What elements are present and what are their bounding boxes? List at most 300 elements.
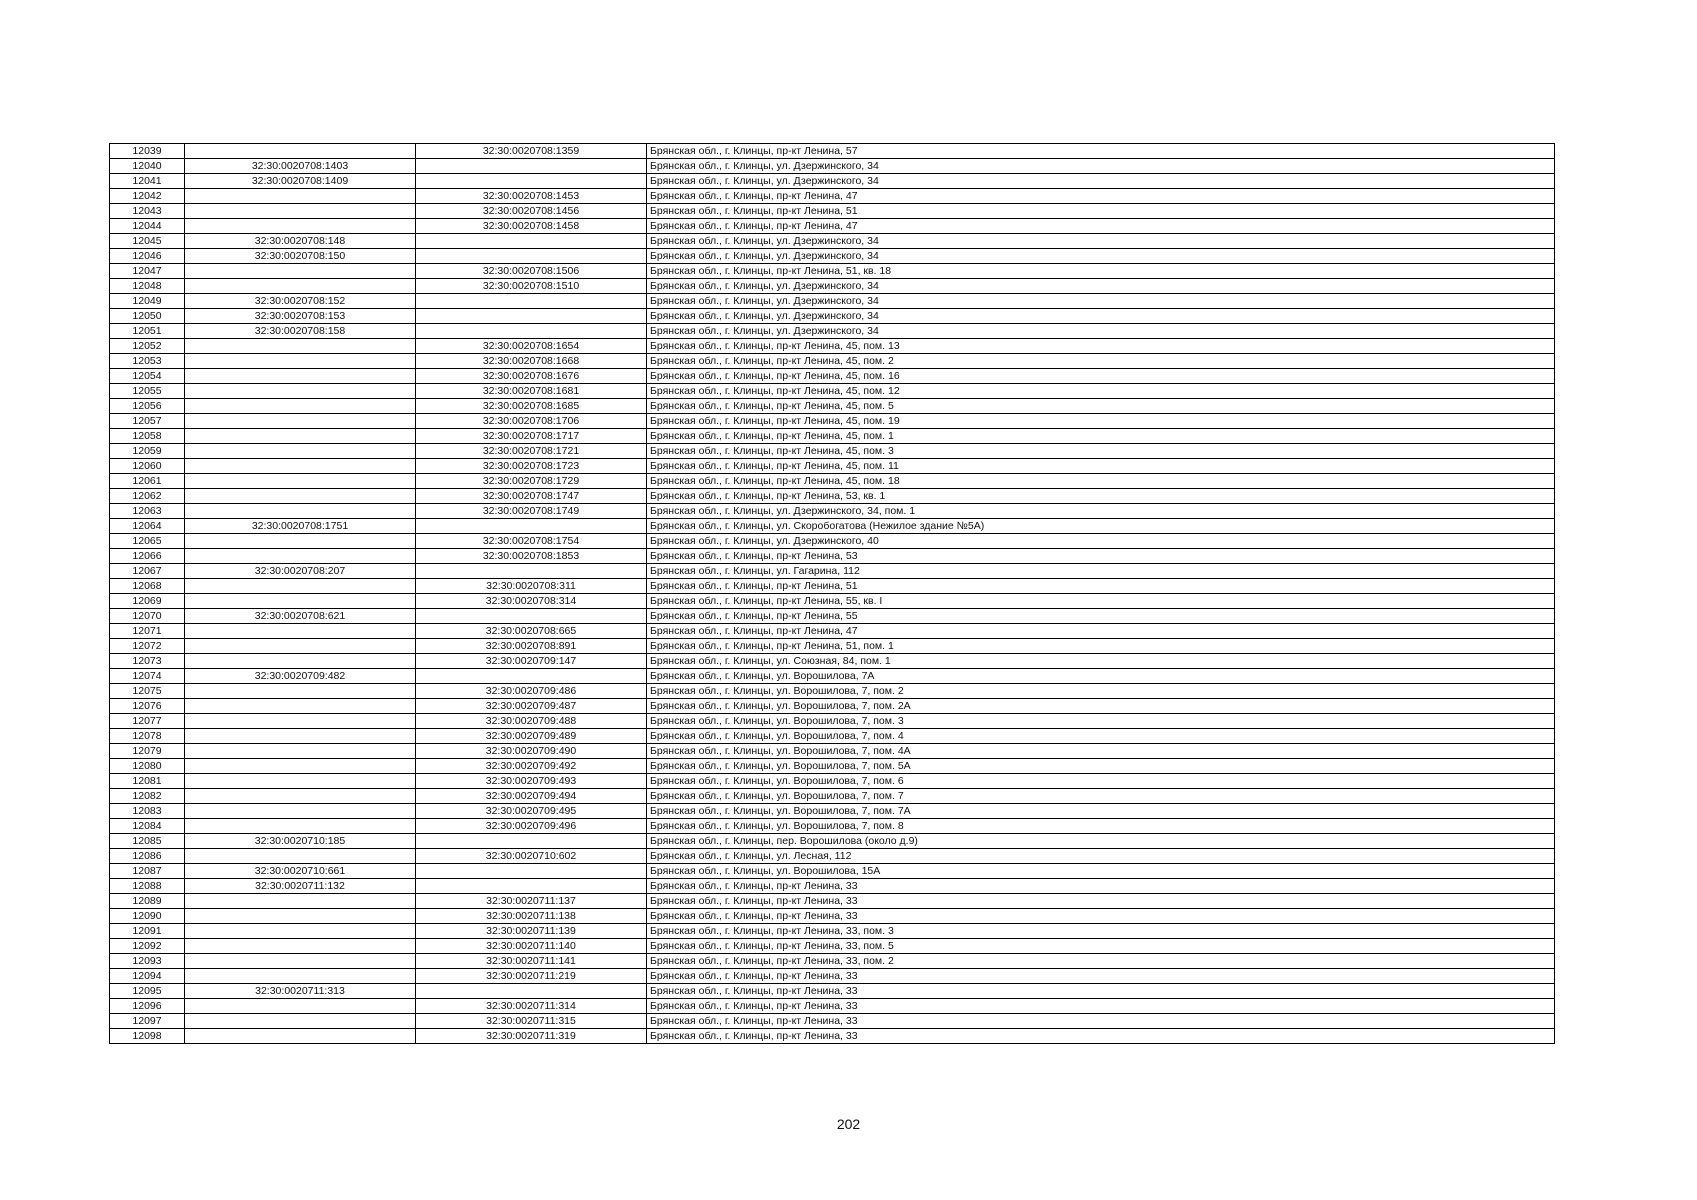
- table-row: [110, 804, 1555, 819]
- inclusive-cadastral-number-cell: 32:30:0020708:1681: [416, 384, 647, 399]
- table-row: [110, 759, 1555, 774]
- cadastral-number-cell: [185, 429, 416, 444]
- row-number-cell: 12071: [110, 624, 185, 639]
- cadastral-number-cell: 32:30:0020710:661: [185, 864, 416, 879]
- address-cell: Брянская обл., г. Клинцы, пр-кт Ленина, 33: [647, 894, 1555, 909]
- row-number-cell: 12080: [110, 759, 185, 774]
- inclusive-cadastral-number-cell: 32:30:0020708:1510: [416, 279, 647, 294]
- inclusive-cadastral-number-cell: 32:30:0020708:891: [416, 639, 647, 654]
- inclusive-cadastral-number-cell: 32:30:0020711:315: [416, 1014, 647, 1029]
- inclusive-cadastral-number-cell: 32:30:0020711:138: [416, 909, 647, 924]
- row-number-cell: 12058: [110, 429, 185, 444]
- cadastral-number-cell: [185, 579, 416, 594]
- row-number-cell: 12081: [110, 774, 185, 789]
- cadastral-number-cell: [185, 954, 416, 969]
- table-row: [110, 789, 1555, 804]
- inclusive-cadastral-number-cell: 32:30:0020708:314: [416, 594, 647, 609]
- cadastral-number-cell: [185, 804, 416, 819]
- row-number-cell: 12088: [110, 879, 185, 894]
- row-number-cell: 12061: [110, 474, 185, 489]
- row-number-cell: 12050: [110, 309, 185, 324]
- cadastral-number-cell: [185, 894, 416, 909]
- cadastral-number-cell: [185, 219, 416, 234]
- table-row: [110, 309, 1555, 324]
- cadastral-number-cell: [185, 999, 416, 1014]
- table-row: [110, 549, 1555, 564]
- address-cell: Брянская обл., г. Клинцы, ул. Дзержинского, 40: [647, 534, 1555, 549]
- inclusive-cadastral-number-cell: 32:30:0020708:1453: [416, 189, 647, 204]
- table-row: [110, 684, 1555, 699]
- address-cell: Брянская обл., г. Клинцы, пр-кт Ленина, 55, кв. I: [647, 594, 1555, 609]
- cadastral-number-cell: 32:30:0020708:207: [185, 564, 416, 579]
- table-row: [110, 339, 1555, 354]
- address-cell: Брянская обл., г. Клинцы, пр-кт Ленина, 57: [647, 144, 1555, 159]
- table-row: [110, 159, 1555, 174]
- row-number-cell: 12077: [110, 714, 185, 729]
- address-cell: Брянская обл., г. Клинцы, пр-кт Ленина, 33, пом. 5: [647, 939, 1555, 954]
- inclusive-cadastral-number-cell: 32:30:0020708:1359: [416, 144, 647, 159]
- address-cell: Брянская обл., г. Клинцы, пр-кт Ленина, 51: [647, 204, 1555, 219]
- cadastral-number-cell: [185, 684, 416, 699]
- address-cell: Брянская обл., г. Клинцы, пр-кт Ленина, 45, пом. 2: [647, 354, 1555, 369]
- address-cell: Брянская обл., г. Клинцы, ул. Дзержинского, 34: [647, 159, 1555, 174]
- cadastral-number-cell: [185, 489, 416, 504]
- cadastral-number-cell: [185, 549, 416, 564]
- table-row: [110, 729, 1555, 744]
- cadastral-number-cell: 32:30:0020708:1751: [185, 519, 416, 534]
- inclusive-cadastral-number-cell: 32:30:0020708:1506: [416, 264, 647, 279]
- address-cell: Брянская обл., г. Клинцы, ул. Ворошилова, 7, пом. 6: [647, 774, 1555, 789]
- cadastral-number-cell: [185, 279, 416, 294]
- inclusive-cadastral-number-cell: 32:30:0020711:139: [416, 924, 647, 939]
- row-number-cell: 12094: [110, 969, 185, 984]
- row-number-cell: 12098: [110, 1029, 185, 1044]
- inclusive-cadastral-number-cell: 32:30:0020709:486: [416, 684, 647, 699]
- cadastral-number-cell: [185, 924, 416, 939]
- inclusive-cadastral-number-cell: 32:30:0020708:1717: [416, 429, 647, 444]
- table-row: [110, 894, 1555, 909]
- address-cell: Брянская обл., г. Клинцы, ул. Союзная, 84, пом. 1: [647, 654, 1555, 669]
- address-cell: Брянская обл., г. Клинцы, ул. Гагарина, 112: [647, 564, 1555, 579]
- address-cell: Брянская обл., г. Клинцы, пр-кт Ленина, 55: [647, 609, 1555, 624]
- table-row: [110, 984, 1555, 999]
- row-number-cell: 12053: [110, 354, 185, 369]
- row-number-cell: 12091: [110, 924, 185, 939]
- cadastral-number-cell: [185, 624, 416, 639]
- inclusive-cadastral-number-cell: 32:30:0020708:1749: [416, 504, 647, 519]
- row-number-cell: 12046: [110, 249, 185, 264]
- address-cell: Брянская обл., г. Клинцы, ул. Ворошилова, 7, пом. 8: [647, 819, 1555, 834]
- inclusive-cadastral-number-cell: [416, 174, 647, 189]
- table-row: [110, 384, 1555, 399]
- table-row: [110, 744, 1555, 759]
- row-number-cell: 12040: [110, 159, 185, 174]
- address-cell: Брянская обл., г. Клинцы, ул. Дзержинского, 34: [647, 174, 1555, 189]
- table-row: [110, 819, 1555, 834]
- inclusive-cadastral-number-cell: 32:30:0020708:1729: [416, 474, 647, 489]
- inclusive-cadastral-number-cell: 32:30:0020709:490: [416, 744, 647, 759]
- cadastral-number-cell: [185, 459, 416, 474]
- row-number-cell: 12051: [110, 324, 185, 339]
- table-row: [110, 654, 1555, 669]
- address-cell: Брянская обл., г. Клинцы, ул. Дзержинского, 34: [647, 294, 1555, 309]
- inclusive-cadastral-number-cell: 32:30:0020711:140: [416, 939, 647, 954]
- inclusive-cadastral-number-cell: 32:30:0020709:489: [416, 729, 647, 744]
- row-number-cell: 12041: [110, 174, 185, 189]
- cadastral-number-cell: [185, 534, 416, 549]
- row-number-cell: 12074: [110, 669, 185, 684]
- row-number-cell: 12054: [110, 369, 185, 384]
- table-row: [110, 474, 1555, 489]
- inclusive-cadastral-number-cell: [416, 864, 647, 879]
- address-cell: Брянская обл., г. Клинцы, пр-кт Ленина, 45, пом. 19: [647, 414, 1555, 429]
- cadastral-number-cell: 32:30:0020711:132: [185, 879, 416, 894]
- inclusive-cadastral-number-cell: 32:30:0020709:496: [416, 819, 647, 834]
- inclusive-cadastral-number-cell: 32:30:0020709:494: [416, 789, 647, 804]
- table-row: [110, 189, 1555, 204]
- inclusive-cadastral-number-cell: [416, 249, 647, 264]
- table-row: [110, 444, 1555, 459]
- inclusive-cadastral-number-cell: 32:30:0020708:1723: [416, 459, 647, 474]
- cadastral-number-cell: 32:30:0020708:150: [185, 249, 416, 264]
- row-number-cell: 12059: [110, 444, 185, 459]
- address-cell: Брянская обл., г. Клинцы, ул. Дзержинского, 34: [647, 234, 1555, 249]
- inclusive-cadastral-number-cell: [416, 324, 647, 339]
- row-number-cell: 12057: [110, 414, 185, 429]
- address-cell: Брянская обл., г. Клинцы, пр-кт Ленина, 45, пом. 5: [647, 399, 1555, 414]
- table-row: [110, 249, 1555, 264]
- row-number-cell: 12044: [110, 219, 185, 234]
- table-row: [110, 399, 1555, 414]
- inclusive-cadastral-number-cell: 32:30:0020708:1706: [416, 414, 647, 429]
- inclusive-cadastral-number-cell: [416, 834, 647, 849]
- table-row: [110, 879, 1555, 894]
- table-row: [110, 414, 1555, 429]
- inclusive-cadastral-number-cell: 32:30:0020711:314: [416, 999, 647, 1014]
- address-cell: Брянская обл., г. Клинцы, ул. Дзержинского, 34, пом. 1: [647, 504, 1555, 519]
- cadastral-number-cell: [185, 204, 416, 219]
- address-cell: Брянская обл., г. Клинцы, пр-кт Ленина, 45, пом. 18: [647, 474, 1555, 489]
- inclusive-cadastral-number-cell: 32:30:0020708:1458: [416, 219, 647, 234]
- row-number-cell: 12064: [110, 519, 185, 534]
- cadastral-number-cell: [185, 789, 416, 804]
- address-cell: Брянская обл., г. Клинцы, пр-кт Ленина, 51, пом. 1: [647, 639, 1555, 654]
- table-row: [110, 924, 1555, 939]
- row-number-cell: 12068: [110, 579, 185, 594]
- inclusive-cadastral-number-cell: 32:30:0020711:141: [416, 954, 647, 969]
- address-cell: Брянская обл., г. Клинцы, пр-кт Ленина, 47: [647, 189, 1555, 204]
- table-row: [110, 324, 1555, 339]
- address-cell: Брянская обл., г. Клинцы, пр-кт Ленина, 33: [647, 909, 1555, 924]
- table-row: [110, 969, 1555, 984]
- cadastral-number-cell: [185, 354, 416, 369]
- row-number-cell: 12089: [110, 894, 185, 909]
- row-number-cell: 12076: [110, 699, 185, 714]
- table-row: [110, 1029, 1555, 1044]
- address-cell: Брянская обл., г. Клинцы, пр-кт Ленина, 33: [647, 969, 1555, 984]
- row-number-cell: 12079: [110, 744, 185, 759]
- row-number-cell: 12049: [110, 294, 185, 309]
- row-number-cell: 12052: [110, 339, 185, 354]
- row-number-cell: 12056: [110, 399, 185, 414]
- row-number-cell: 12086: [110, 849, 185, 864]
- table-row: [110, 564, 1555, 579]
- inclusive-cadastral-number-cell: 32:30:0020708:1754: [416, 534, 647, 549]
- table-row: [110, 609, 1555, 624]
- address-cell: Брянская обл., г. Клинцы, ул. Скоробогатова (Нежилое здание №5А): [647, 519, 1555, 534]
- inclusive-cadastral-number-cell: 32:30:0020711:137: [416, 894, 647, 909]
- row-number-cell: 12072: [110, 639, 185, 654]
- row-number-cell: 12095: [110, 984, 185, 999]
- cadastral-number-cell: [185, 384, 416, 399]
- table-row: [110, 369, 1555, 384]
- inclusive-cadastral-number-cell: 32:30:0020711:319: [416, 1029, 647, 1044]
- row-number-cell: 12039: [110, 144, 185, 159]
- address-cell: Брянская обл., г. Клинцы, пр-кт Ленина, 33: [647, 999, 1555, 1014]
- table-row: [110, 204, 1555, 219]
- table-row: [110, 354, 1555, 369]
- inclusive-cadastral-number-cell: 32:30:0020708:1456: [416, 204, 647, 219]
- address-cell: Брянская обл., г. Клинцы, ул. Ворошилова, 7А: [647, 669, 1555, 684]
- cadastral-number-cell: 32:30:0020708:1409: [185, 174, 416, 189]
- address-cell: Брянская обл., г. Клинцы, пр-кт Ленина, 33: [647, 1014, 1555, 1029]
- inclusive-cadastral-number-cell: 32:30:0020711:219: [416, 969, 647, 984]
- cadastral-number-cell: [185, 909, 416, 924]
- inclusive-cadastral-number-cell: [416, 609, 647, 624]
- table-row: [110, 174, 1555, 189]
- cadastral-number-cell: 32:30:0020711:313: [185, 984, 416, 999]
- address-cell: Брянская обл., г. Клинцы, пр-кт Ленина, 33: [647, 984, 1555, 999]
- cadastral-number-cell: [185, 339, 416, 354]
- inclusive-cadastral-number-cell: 32:30:0020708:1721: [416, 444, 647, 459]
- row-number-cell: 12092: [110, 939, 185, 954]
- table-row: [110, 519, 1555, 534]
- row-number-cell: 12048: [110, 279, 185, 294]
- address-cell: Брянская обл., г. Клинцы, пр-кт Ленина, 33: [647, 879, 1555, 894]
- row-number-cell: 12042: [110, 189, 185, 204]
- address-cell: Брянская обл., г. Клинцы, ул. Ворошилова, 7, пом. 3: [647, 714, 1555, 729]
- address-cell: Брянская обл., г. Клинцы, ул. Ворошилова, 7, пом. 2А: [647, 699, 1555, 714]
- inclusive-cadastral-number-cell: [416, 159, 647, 174]
- cadastral-number-cell: [185, 759, 416, 774]
- row-number-cell: 12090: [110, 909, 185, 924]
- inclusive-cadastral-number-cell: 32:30:0020709:488: [416, 714, 647, 729]
- row-number-cell: 12083: [110, 804, 185, 819]
- table-row: [110, 849, 1555, 864]
- cadastral-number-cell: [185, 369, 416, 384]
- table-row: [110, 669, 1555, 684]
- cadastral-number-cell: [185, 594, 416, 609]
- row-number-cell: 12084: [110, 819, 185, 834]
- table-row: [110, 459, 1555, 474]
- table-row: [110, 279, 1555, 294]
- cadastral-number-cell: [185, 444, 416, 459]
- address-cell: Брянская обл., г. Клинцы, пр-кт Ленина, 33, пом. 3: [647, 924, 1555, 939]
- row-number-cell: 12075: [110, 684, 185, 699]
- address-cell: Брянская обл., г. Клинцы, пр-кт Ленина, 45, пом. 11: [647, 459, 1555, 474]
- cadastral-number-cell: [185, 1014, 416, 1029]
- address-cell: Брянская обл., г. Клинцы, пр-кт Ленина, 47: [647, 219, 1555, 234]
- inclusive-cadastral-number-cell: [416, 984, 647, 999]
- cadastral-number-cell: 32:30:0020708:153: [185, 309, 416, 324]
- table-row: [110, 714, 1555, 729]
- cadastral-number-cell: 32:30:0020708:148: [185, 234, 416, 249]
- cadastral-number-cell: [185, 699, 416, 714]
- table-row: [110, 234, 1555, 249]
- table-row: [110, 639, 1555, 654]
- table-row: [110, 909, 1555, 924]
- row-number-cell: 12078: [110, 729, 185, 744]
- table-row: [110, 1014, 1555, 1029]
- inclusive-cadastral-number-cell: [416, 294, 647, 309]
- address-cell: Брянская обл., г. Клинцы, пр-кт Ленина, 33, пом. 2: [647, 954, 1555, 969]
- table-row: [110, 999, 1555, 1014]
- page-number: 202: [836, 1116, 861, 1132]
- inclusive-cadastral-number-cell: 32:30:0020708:311: [416, 579, 647, 594]
- address-cell: Брянская обл., г. Клинцы, пр-кт Ленина, 51, кв. 18: [647, 264, 1555, 279]
- inclusive-cadastral-number-cell: [416, 879, 647, 894]
- table-row: [110, 939, 1555, 954]
- address-cell: Брянская обл., г. Клинцы, пр-кт Ленина, 45, пом. 16: [647, 369, 1555, 384]
- table-row: [110, 699, 1555, 714]
- table-row: [110, 594, 1555, 609]
- cadastral-number-cell: [185, 774, 416, 789]
- registry-table: [109, 143, 1555, 1044]
- cadastral-number-cell: 32:30:0020708:1403: [185, 159, 416, 174]
- cadastral-number-cell: [185, 264, 416, 279]
- address-cell: Брянская обл., г. Клинцы, пр-кт Ленина, 33: [647, 1029, 1555, 1044]
- cadastral-number-cell: [185, 1029, 416, 1044]
- row-number-cell: 12047: [110, 264, 185, 279]
- address-cell: Брянская обл., г. Клинцы, ул. Ворошилова, 7, пом. 5А: [647, 759, 1555, 774]
- row-number-cell: 12055: [110, 384, 185, 399]
- table-row: [110, 219, 1555, 234]
- table-row: [110, 774, 1555, 789]
- inclusive-cadastral-number-cell: 32:30:0020709:487: [416, 699, 647, 714]
- address-cell: Брянская обл., г. Клинцы, ул. Ворошилова, 15А: [647, 864, 1555, 879]
- address-cell: Брянская обл., г. Клинцы, ул. Ворошилова, 7, пом. 7А: [647, 804, 1555, 819]
- cadastral-number-cell: [185, 849, 416, 864]
- inclusive-cadastral-number-cell: [416, 234, 647, 249]
- cadastral-number-cell: [185, 969, 416, 984]
- inclusive-cadastral-number-cell: 32:30:0020710:602: [416, 849, 647, 864]
- address-cell: Брянская обл., г. Клинцы, ул. Лесная, 112: [647, 849, 1555, 864]
- cadastral-number-cell: [185, 939, 416, 954]
- registry-table-body: [110, 144, 1555, 1044]
- row-number-cell: 12045: [110, 234, 185, 249]
- row-number-cell: 12062: [110, 489, 185, 504]
- inclusive-cadastral-number-cell: 32:30:0020708:1676: [416, 369, 647, 384]
- inclusive-cadastral-number-cell: 32:30:0020709:492: [416, 759, 647, 774]
- address-cell: Брянская обл., г. Клинцы, ул. Дзержинского, 34: [647, 309, 1555, 324]
- row-number-cell: 12063: [110, 504, 185, 519]
- row-number-cell: 12096: [110, 999, 185, 1014]
- address-cell: Брянская обл., г. Клинцы, пр-кт Ленина, 51: [647, 579, 1555, 594]
- cadastral-number-cell: [185, 714, 416, 729]
- cadastral-number-cell: [185, 729, 416, 744]
- table-row: [110, 144, 1555, 159]
- address-cell: Брянская обл., г. Клинцы, пр-кт Ленина, 53: [647, 549, 1555, 564]
- cadastral-number-cell: [185, 474, 416, 489]
- row-number-cell: 12087: [110, 864, 185, 879]
- inclusive-cadastral-number-cell: 32:30:0020709:495: [416, 804, 647, 819]
- address-cell: Брянская обл., г. Клинцы, пр-кт Ленина, 45, пом. 1: [647, 429, 1555, 444]
- address-cell: Брянская обл., г. Клинцы, пер. Ворошилова (около д.9): [647, 834, 1555, 849]
- cadastral-number-cell: 32:30:0020708:158: [185, 324, 416, 339]
- cadastral-number-cell: [185, 399, 416, 414]
- cadastral-number-cell: [185, 189, 416, 204]
- inclusive-cadastral-number-cell: 32:30:0020709:147: [416, 654, 647, 669]
- row-number-cell: 12085: [110, 834, 185, 849]
- cadastral-number-cell: 32:30:0020708:621: [185, 609, 416, 624]
- table-row: [110, 624, 1555, 639]
- inclusive-cadastral-number-cell: [416, 564, 647, 579]
- cadastral-number-cell: [185, 504, 416, 519]
- cadastral-number-cell: [185, 414, 416, 429]
- cadastral-number-cell: 32:30:0020710:185: [185, 834, 416, 849]
- inclusive-cadastral-number-cell: 32:30:0020708:1853: [416, 549, 647, 564]
- table-row: [110, 264, 1555, 279]
- row-number-cell: 12069: [110, 594, 185, 609]
- inclusive-cadastral-number-cell: [416, 309, 647, 324]
- inclusive-cadastral-number-cell: 32:30:0020709:493: [416, 774, 647, 789]
- inclusive-cadastral-number-cell: 32:30:0020708:1654: [416, 339, 647, 354]
- table-row: [110, 504, 1555, 519]
- row-number-cell: 12073: [110, 654, 185, 669]
- address-cell: Брянская обл., г. Клинцы, пр-кт Ленина, 45, пом. 13: [647, 339, 1555, 354]
- address-cell: Брянская обл., г. Клинцы, ул. Ворошилова, 7, пом. 2: [647, 684, 1555, 699]
- address-cell: Брянская обл., г. Клинцы, ул. Ворошилова, 7, пом. 7: [647, 789, 1555, 804]
- address-cell: Брянская обл., г. Клинцы, пр-кт Ленина, 53, кв. 1: [647, 489, 1555, 504]
- inclusive-cadastral-number-cell: [416, 669, 647, 684]
- row-number-cell: 12082: [110, 789, 185, 804]
- inclusive-cadastral-number-cell: 32:30:0020708:1747: [416, 489, 647, 504]
- cadastral-number-cell: [185, 819, 416, 834]
- address-cell: Брянская обл., г. Клинцы, ул. Дзержинского, 34: [647, 324, 1555, 339]
- address-cell: Брянская обл., г. Клинцы, ул. Дзержинского, 34: [647, 279, 1555, 294]
- inclusive-cadastral-number-cell: 32:30:0020708:1685: [416, 399, 647, 414]
- row-number-cell: 12060: [110, 459, 185, 474]
- cadastral-number-cell: 32:30:0020708:152: [185, 294, 416, 309]
- table-row: [110, 579, 1555, 594]
- address-cell: Брянская обл., г. Клинцы, ул. Ворошилова, 7, пом. 4А: [647, 744, 1555, 759]
- row-number-cell: 12065: [110, 534, 185, 549]
- address-cell: Брянская обл., г. Клинцы, пр-кт Ленина, 45, пом. 3: [647, 444, 1555, 459]
- cadastral-number-cell: [185, 144, 416, 159]
- table-row: [110, 534, 1555, 549]
- row-number-cell: 12093: [110, 954, 185, 969]
- table-row: [110, 294, 1555, 309]
- address-cell: Брянская обл., г. Клинцы, пр-кт Ленина, 47: [647, 624, 1555, 639]
- table-row: [110, 834, 1555, 849]
- cadastral-number-cell: [185, 744, 416, 759]
- inclusive-cadastral-number-cell: 32:30:0020708:1668: [416, 354, 647, 369]
- table-row: [110, 864, 1555, 879]
- row-number-cell: 12097: [110, 1014, 185, 1029]
- row-number-cell: 12066: [110, 549, 185, 564]
- cadastral-number-cell: 32:30:0020709:482: [185, 669, 416, 684]
- row-number-cell: 12070: [110, 609, 185, 624]
- cadastral-number-cell: [185, 654, 416, 669]
- row-number-cell: 12043: [110, 204, 185, 219]
- inclusive-cadastral-number-cell: 32:30:0020708:665: [416, 624, 647, 639]
- table-row: [110, 429, 1555, 444]
- table-row: [110, 489, 1555, 504]
- row-number-cell: 12067: [110, 564, 185, 579]
- cadastral-number-cell: [185, 639, 416, 654]
- inclusive-cadastral-number-cell: [416, 519, 647, 534]
- address-cell: Брянская обл., г. Клинцы, ул. Дзержинского, 34: [647, 249, 1555, 264]
